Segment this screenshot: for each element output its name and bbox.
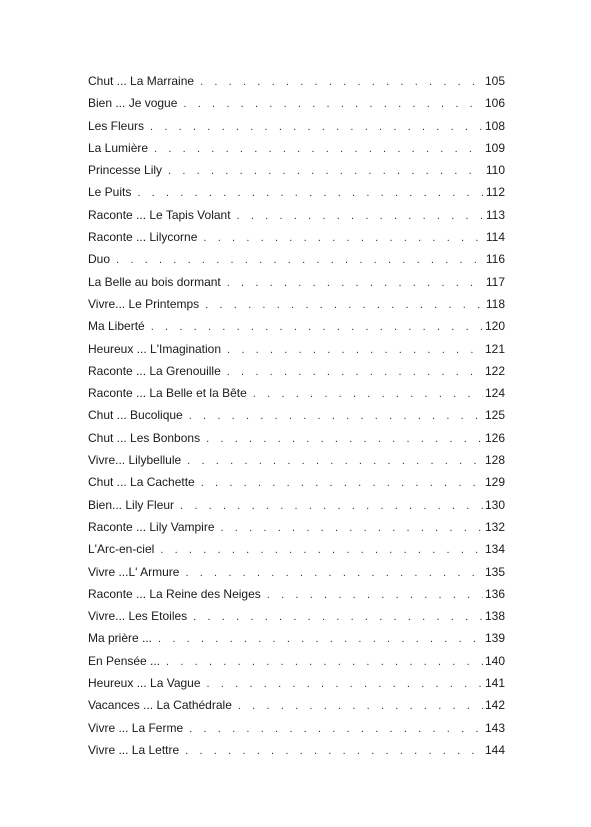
toc-entry-page-number: 139 <box>484 631 505 646</box>
toc-entry-page-number: 126 <box>484 430 505 445</box>
toc-entry-page-number: 138 <box>484 609 505 624</box>
toc-entry-title: Vivre ... La Ferme <box>88 720 184 735</box>
dot-leader <box>150 116 483 138</box>
dot-leader <box>201 472 483 494</box>
toc-entry <box>88 717 505 739</box>
toc-entry-title: Vivre... Le Printemps <box>88 296 200 311</box>
toc-entry-page-number: 144 <box>484 742 505 757</box>
toc-entry <box>88 627 505 649</box>
toc-entry <box>88 694 505 716</box>
toc-entry-title: Chut ... La Cachette <box>88 475 195 490</box>
dot-leader <box>206 428 483 450</box>
toc-entry-title: Raconte ... Lilycorne <box>88 230 198 245</box>
toc-entry <box>88 360 505 382</box>
dot-leader <box>238 695 483 717</box>
toc-entry-page-number: 113 <box>485 207 505 222</box>
toc-entry-page-number: 125 <box>484 408 505 423</box>
toc-entry-title: Chut ... Les Bonbons <box>88 430 201 445</box>
toc-entry-page-number: 106 <box>484 96 505 111</box>
toc-entry-title: Vacances ... La Cathédrale <box>88 698 232 713</box>
toc-entry-page-number: 128 <box>484 453 505 468</box>
toc-entry-title: Raconte ... La Grenouille <box>88 363 221 378</box>
toc-entry-page-number: 135 <box>484 564 505 579</box>
toc-entry-page-number: 136 <box>484 586 505 601</box>
toc-entry-title: Vivre... Lilybellule <box>88 453 182 468</box>
toc-entry <box>88 137 505 159</box>
toc-entry-title: Chut ... Bucolique <box>88 408 183 423</box>
toc-entry-title: Raconte ... Lily Vampire <box>88 519 215 534</box>
dot-leader <box>205 294 484 316</box>
dot-leader <box>160 539 483 561</box>
toc-entry <box>88 92 505 114</box>
toc-entry-page-number: 141 <box>484 676 505 691</box>
toc-entry <box>88 204 505 226</box>
toc-entry-title: Duo <box>88 252 111 267</box>
toc-entry <box>88 516 505 538</box>
toc-entry <box>88 159 505 181</box>
toc-entry <box>88 293 505 315</box>
toc-entry-title: Raconte ... La Reine des Neiges <box>88 586 261 601</box>
dot-leader <box>185 562 483 584</box>
dot-leader <box>158 628 483 650</box>
toc-entry-page-number: 140 <box>484 653 505 668</box>
dot-leader <box>183 93 483 115</box>
toc-entry-title: Chut ... La Marraine <box>88 74 195 88</box>
toc-entry-title: Heureux ... L'Imagination <box>88 341 222 356</box>
toc-entry <box>88 650 505 672</box>
toc-entry-title: Vivre... Les Etoiles <box>88 609 188 624</box>
toc-entry <box>88 672 505 694</box>
toc-entry-page-number: 108 <box>484 118 505 133</box>
table-of-contents <box>88 70 505 761</box>
toc-entry-page-number: 129 <box>484 475 505 490</box>
toc-entry <box>88 494 505 516</box>
toc-entry-page-number: 118 <box>485 296 505 311</box>
toc-entry-title: En Pensée ... <box>88 653 161 668</box>
dot-leader <box>200 71 483 93</box>
toc-entry-title: Heureux ... La Vague <box>88 676 201 691</box>
toc-entry-title: La Lumière <box>88 140 149 155</box>
toc-entry-title: Bien ... Je vogue <box>88 96 178 111</box>
toc-entry-page-number: 132 <box>484 519 505 534</box>
dot-leader <box>203 227 483 249</box>
dot-leader <box>189 718 483 740</box>
dot-leader <box>207 673 483 695</box>
toc-entry-title: Ma prière ... <box>88 631 153 646</box>
toc-entry-page-number: 109 <box>484 140 505 155</box>
toc-entry <box>88 382 505 404</box>
dot-leader <box>154 138 483 160</box>
dot-leader <box>166 651 483 673</box>
toc-entry <box>88 449 505 471</box>
dot-leader <box>137 182 484 204</box>
dot-leader <box>187 450 483 472</box>
dot-leader <box>185 740 483 762</box>
toc-entry-page-number: 117 <box>485 274 505 289</box>
toc-entry-page-number: 122 <box>484 363 505 378</box>
toc-entry <box>88 226 505 248</box>
toc-entry-title: Vivre ... La Lettre <box>88 742 180 757</box>
toc-entry <box>88 427 505 449</box>
dot-leader <box>221 517 483 539</box>
toc-entry-title: Princesse Lily <box>88 163 163 178</box>
toc-entry-page-number: 116 <box>485 252 505 267</box>
toc-entry-title: Raconte ... Le Tapis Volant <box>88 207 231 222</box>
toc-entry-title: Vivre ...L' Armure <box>88 564 180 579</box>
toc-entry <box>88 561 505 583</box>
dot-leader <box>193 606 483 628</box>
toc-entry-page-number: 105 <box>484 74 505 88</box>
dot-leader <box>151 316 483 338</box>
toc-entry-page-number: 114 <box>485 230 505 245</box>
toc-entry-title: Les Fleurs <box>88 118 145 133</box>
dot-leader <box>116 249 484 271</box>
toc-entry <box>88 605 505 627</box>
toc-entry-title: Bien... Lily Fleur <box>88 497 175 512</box>
toc-entry <box>88 538 505 560</box>
toc-entry <box>88 271 505 293</box>
dot-leader <box>180 495 483 517</box>
toc-entry-title: Le Puits <box>88 185 132 200</box>
dot-leader <box>227 272 484 294</box>
toc-entry <box>88 338 505 360</box>
toc-entry-page-number: 112 <box>485 185 505 200</box>
toc-entry <box>88 471 505 493</box>
dot-leader <box>267 584 483 606</box>
dot-leader <box>168 160 484 182</box>
toc-entry <box>88 404 505 426</box>
toc-entry-page-number: 124 <box>484 386 505 401</box>
toc-entry-page-number: 142 <box>484 698 505 713</box>
toc-entry <box>88 739 505 761</box>
dot-leader <box>189 405 483 427</box>
toc-entry-title: La Belle au bois dormant <box>88 274 221 289</box>
toc-entry <box>88 315 505 337</box>
toc-entry-page-number: 143 <box>484 720 505 735</box>
dot-leader <box>237 205 484 227</box>
toc-entry <box>88 70 505 92</box>
toc-entry-title: Ma Liberté <box>88 319 145 334</box>
toc-entry <box>88 181 505 203</box>
toc-entry-page-number: 130 <box>484 497 505 512</box>
dot-leader <box>227 361 483 383</box>
toc-entry <box>88 248 505 270</box>
toc-entry-title: L'Arc-en-ciel <box>88 542 155 557</box>
toc-entry <box>88 583 505 605</box>
toc-entry-title: Raconte ... La Belle et la Bête <box>88 386 247 401</box>
toc-entry-page-number: 110 <box>485 163 505 178</box>
toc-entry-page-number: 134 <box>484 542 505 557</box>
dot-leader <box>227 339 483 361</box>
toc-entry-page-number: 120 <box>484 319 505 334</box>
toc-entry-page-number: 121 <box>484 341 505 356</box>
dot-leader <box>253 383 483 405</box>
toc-entry <box>88 115 505 137</box>
